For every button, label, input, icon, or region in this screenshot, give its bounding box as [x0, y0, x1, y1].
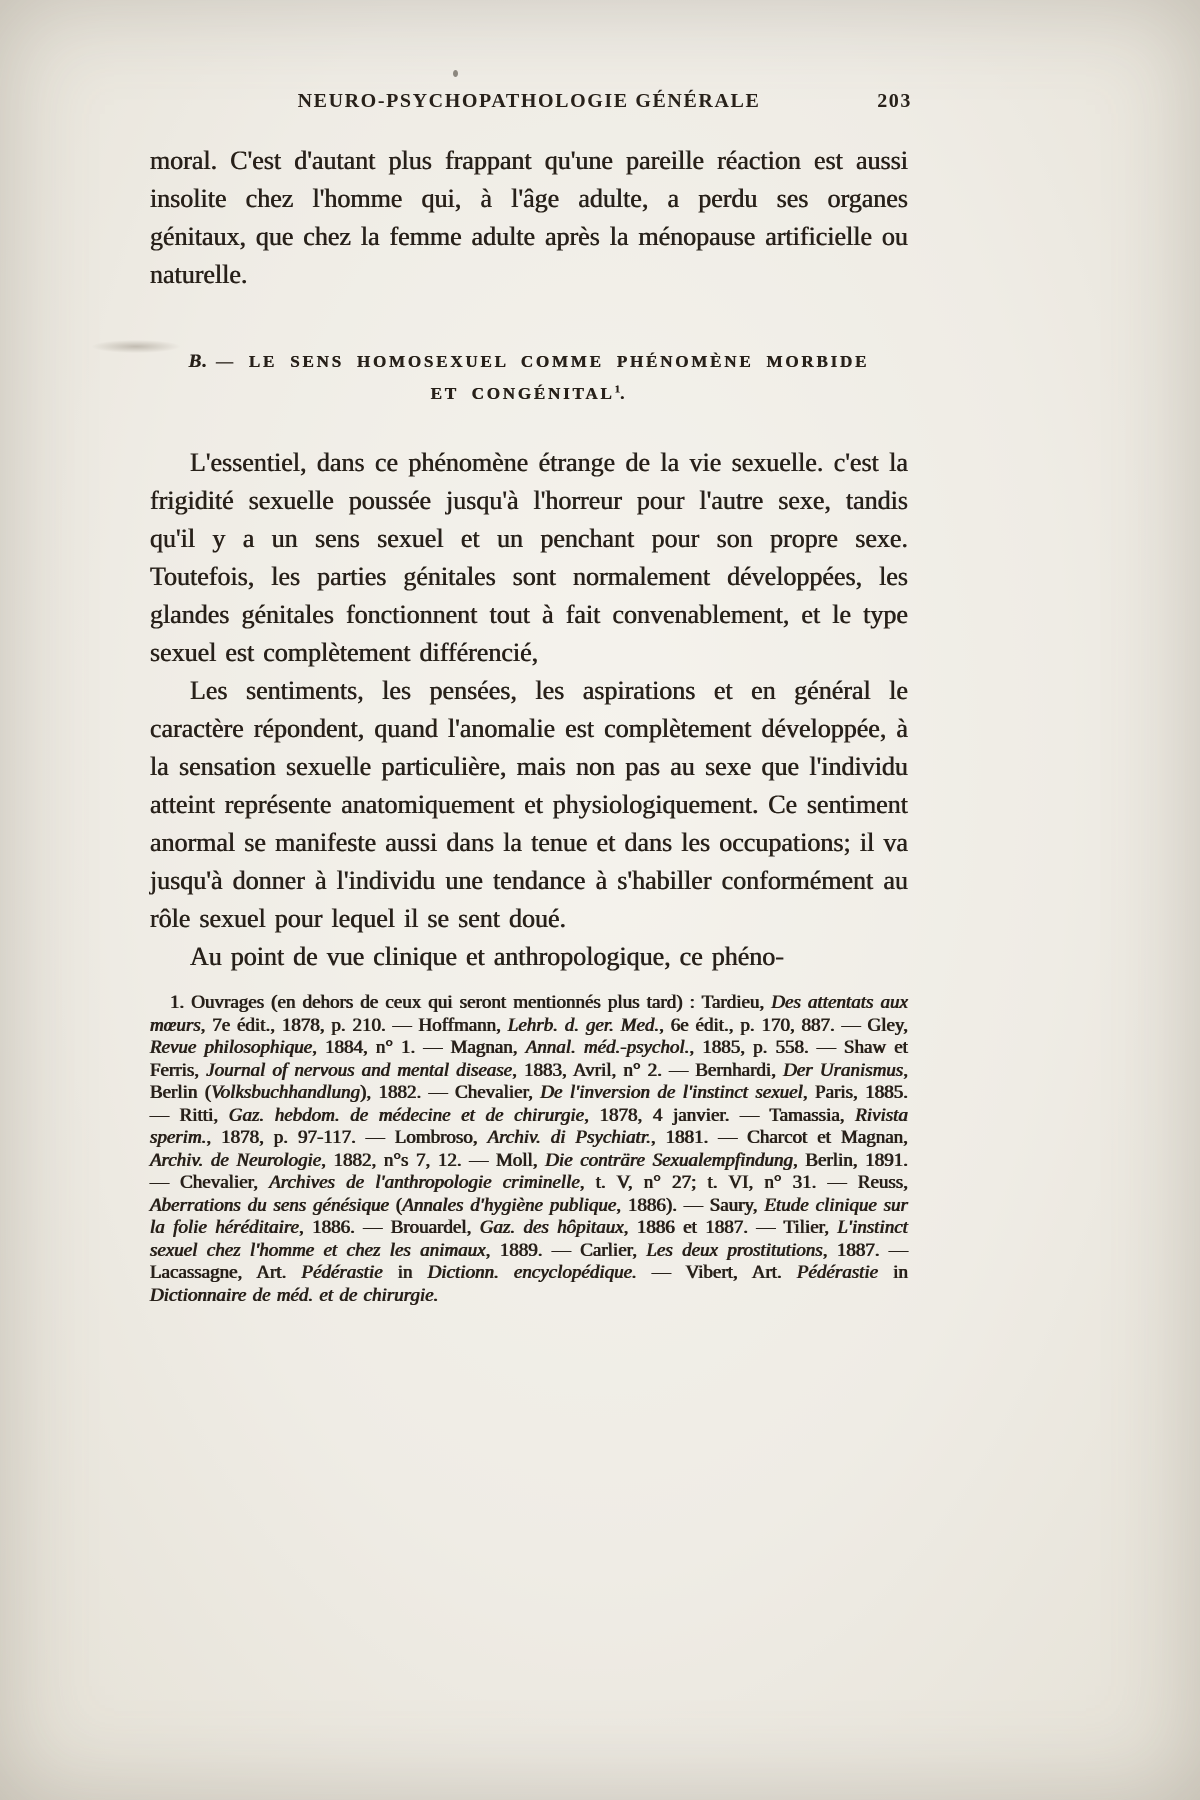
section-title-line-1: — LE SENS HOMOSEXUEL COMME PHÉNOMÈNE MORBIDE	[216, 352, 870, 371]
paragraph: Les sentiments, les pensées, les aspirations et en général le caractère répondent, quand l'anomalie est complètement développée, à la sensation sexuelle particulière, mais non pas au sexe que l'individu atteint représente anatomiquement et physiologiquement. Ce sentiment anormal se manifeste aussi dans la tenue et dans les occupations; il va jusqu'à donner à l'individu une tendance à s'habiller conformément au rôle sexuel pour lequel il se sent doué.	[150, 676, 908, 933]
page-header	[150, 90, 912, 114]
section-heading-line-2	[150, 378, 908, 410]
footnote-block: 1. Ouvrages (en dehors de ceux qui seront mentionnés plus tard) : Tardieu, Des attentats aux mœurs, 7e édit., 1878, p. 210. — Hoffmann, Lehrb. d. ger. Med., 6e édit., p. 170, 887. — Gley, Revue philosophique, 1884, n° 1. — Magnan, Annal. méd.-psychol., 1885, p. 558. — Shaw et Ferris, Journal of nervous and mental disease, 1883, Avril, n° 2. — Bernhardi, Der Uranismus, Berlin (Volksbuchhandlung), 1882. — Chevalier, De l'inversion de l'instinct sexuel, Paris, 1885. — Ritti, Gaz. hebdom. de médecine et de chirurgie, 1878, 4 janvier. — Tamassia, Rivista sperim., 1878, p. 97-117. — Lombroso, Archiv. di Psychiatr., 1881. — Charcot et Magnan, Archiv. de Neurologie, 1882, n°s 7, 12. — Moll, Die conträre Sexualempfindung, Berlin, 1891. — Chevalier, Archives de l'anthropologie criminelle, t. V, n° 27; t. VI, n° 31. — Reuss, Aberrations du sens génésique (Annales d'hygiène publique, 1886). — Saury, Etude clinique sur la folie héréditaire, 1886. — Brouardel, Gaz. des hôpitaux, 1886 et 1887. — Tilier, L'instinct sexuel chez l'homme et chez les animaux, 1889. — Carlier, Les deux prostitutions, 1887. — Lacassagne, Art. Pédérastie in Dictionn. encyclopédique. — Vibert, Art. Pédérastie in Dictionnaire de méd. et de chirurgie.	[150, 992, 909, 1306]
section-index: B.	[188, 351, 209, 372]
running-title: NEURO-PSYCHOPATHOLOGIE GÉNÉRALE	[297, 90, 761, 112]
section-heading	[150, 346, 908, 410]
page-content	[150, 90, 912, 1307]
section-heading-line-1	[150, 346, 908, 378]
scan-speck	[453, 70, 458, 77]
section-title-period: .	[620, 384, 628, 403]
paragraph: L'essentiel, dans ce phénomène étrange de la vie sexuelle. c'est la frigidité sexuelle poussée jusqu'à l'horreur pour l'autre sexe, tandis qu'il y a un sens sexuel et un penchant pour son propre sexe. Toutefois, les parties génitales sont normalement développées, les glandes génitales fonctionnent tout à fait convenablement, et le type sexuel est complètement différencié,	[150, 448, 908, 667]
section-title-line-2: ET CONGÉNITAL	[430, 384, 615, 403]
page-number: 203	[877, 90, 912, 112]
footnote-reference: 1	[614, 383, 621, 396]
paragraph: Au point de vue clinique et anthropologique, ce phéno-	[190, 942, 785, 971]
paragraph-continuation: moral. C'est d'autant plus frappant qu'une pareille réaction est aussi insolite chez l'homme qui, à l'âge adulte, a perdu ses organes génitaux, que chez la femme adulte après la ménopause artificielle ou naturelle.	[150, 146, 908, 289]
